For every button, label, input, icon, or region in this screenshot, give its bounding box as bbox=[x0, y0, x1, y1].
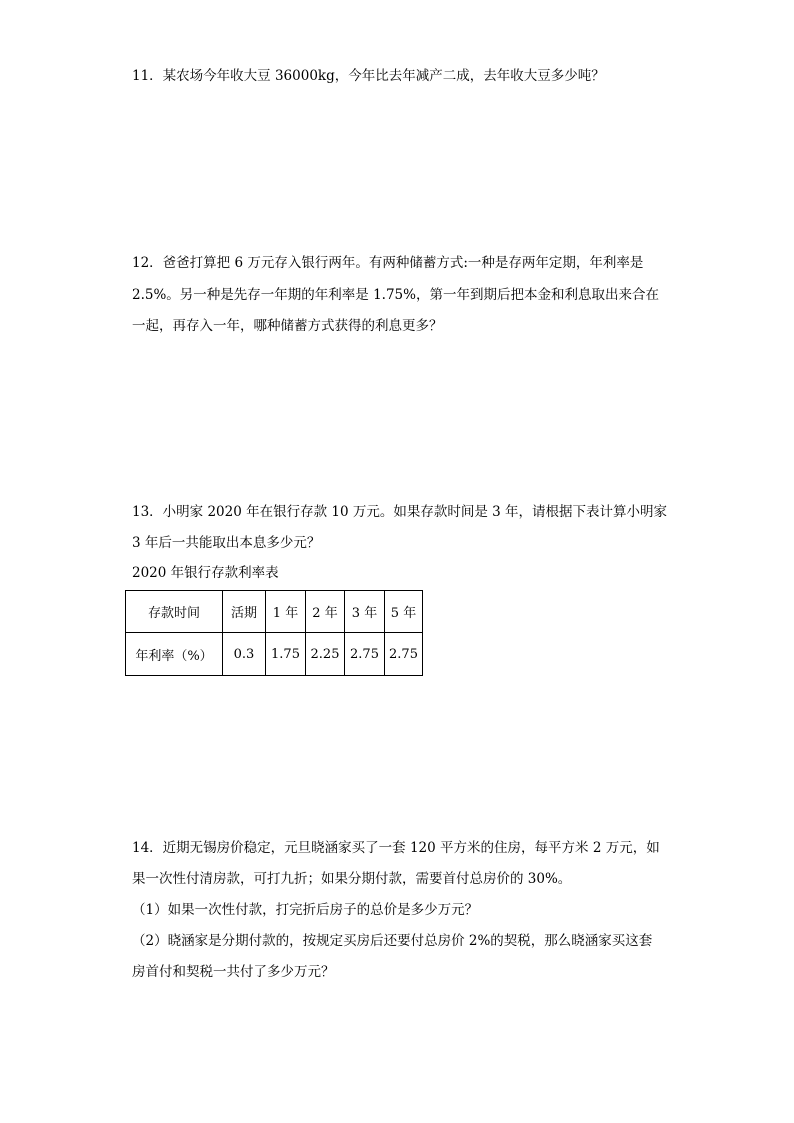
interest-rate-table bbox=[125, 590, 423, 676]
question-14-subquestion-1: （1）如果一次性付款，打完折后房子的总价是多少万元？ bbox=[132, 902, 479, 918]
table-caption: 2020 年银行存款利率表 bbox=[132, 565, 279, 581]
question-14-subquestion-2-line-1: （2）晓涵家是分期付款的，按规定买房后还要付总房价 2%的契税，那么晓涵家买这套 bbox=[132, 933, 653, 949]
table-cell: 2.75 bbox=[385, 633, 423, 676]
question-13-line-1: 13．小明家 2020 年在银行存款 10 万元。如果存款时间是 3 年，请根据下表计算小明家 bbox=[132, 504, 668, 520]
question-14-line-1: 14．近期无锡房价稳定，元旦晓涵家买了一套 120 平方米的住房，每平方米 2 万元，如 bbox=[132, 840, 660, 856]
table-cell: 3 年 bbox=[345, 591, 385, 633]
table-cell: 2.25 bbox=[306, 633, 345, 676]
question-13-line-2: 3 年后一共能取出本息多少元？ bbox=[132, 535, 321, 551]
table-cell: 1.75 bbox=[266, 633, 306, 676]
table-cell: 存款时间 bbox=[126, 591, 223, 633]
question-12-line-2: 2.5%。另一种是先存一年期的年利率是 1.75%，第一年到期后把本金和利息取出来合在 bbox=[132, 287, 659, 303]
table-cell: 年利率（%） bbox=[126, 633, 223, 676]
question-14-subquestion-2-line-2: 房首付和契税一共付了多少万元？ bbox=[132, 964, 335, 980]
question-14-line-2: 果一次性付清房款，可打九折；如果分期付款，需要首付总房价的 30%。 bbox=[132, 871, 572, 887]
table-cell: 2 年 bbox=[306, 591, 345, 633]
question-12-line-3: 一起，再存入一年，哪种储蓄方式获得的利息更多？ bbox=[132, 318, 443, 334]
question-12-line-1: 12．爸爸打算把 6 万元存入银行两年。有两种储蓄方式:一种是存两年定期，年利率是 bbox=[132, 255, 644, 271]
table-cell: 0.3 bbox=[223, 633, 266, 676]
table-cell: 1 年 bbox=[266, 591, 306, 633]
table-cell: 2.75 bbox=[345, 633, 385, 676]
table-header-row bbox=[126, 591, 423, 633]
table-cell: 5 年 bbox=[385, 591, 423, 633]
question-11-line-1: 11．某农场今年收大豆 36000kg，今年比去年减产二成，去年收大豆多少吨？ bbox=[132, 68, 605, 84]
table-cell: 活期 bbox=[223, 591, 266, 633]
table-row bbox=[126, 633, 423, 676]
